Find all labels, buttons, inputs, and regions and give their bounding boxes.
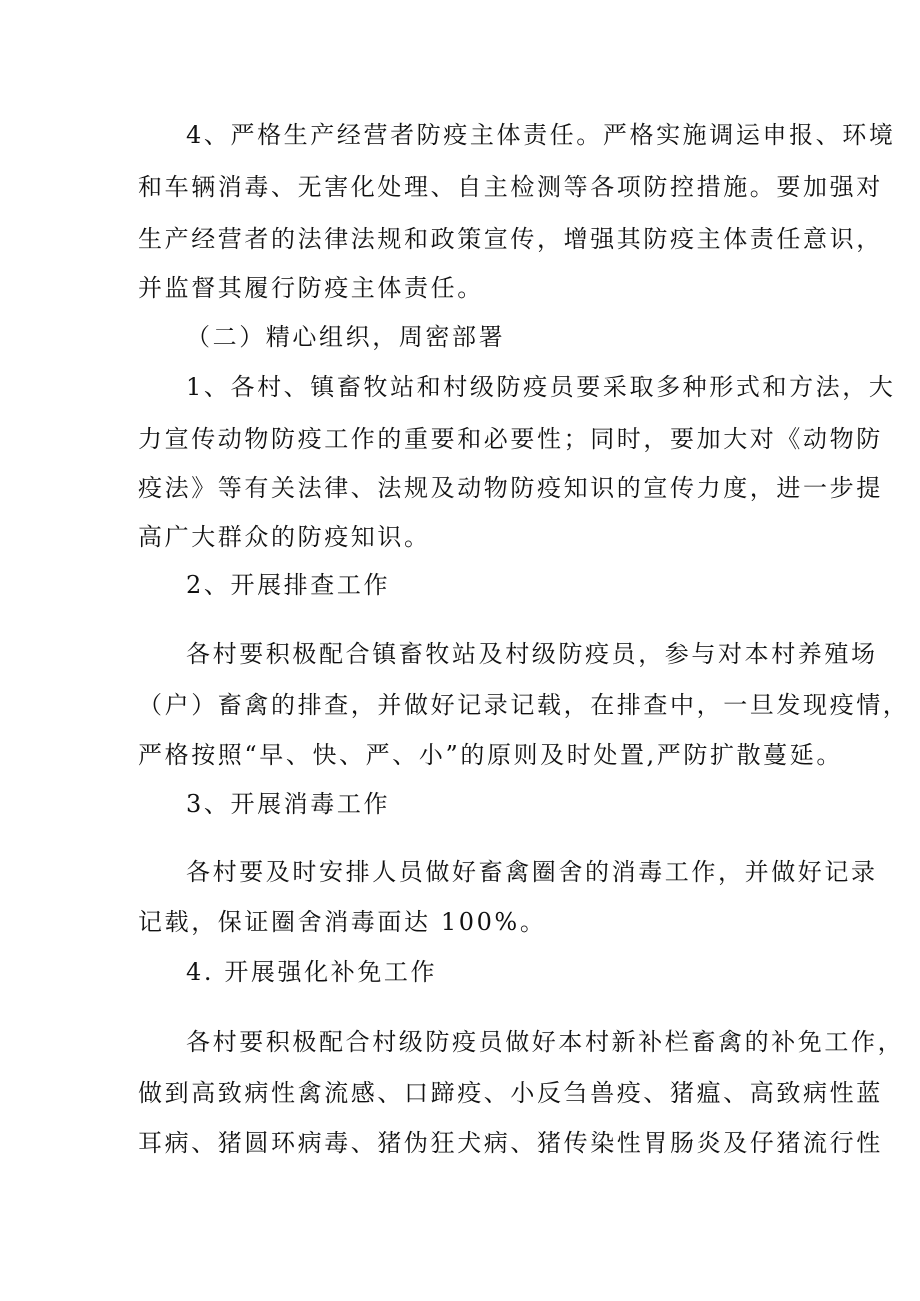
text-line: 各村要及时安排人员做好畜禽圈舍的消毒工作，并做好记录: [186, 858, 878, 886]
text-line: 严格按照“早、快、严、小”的原则及时处置,严防扩散蔓延。: [138, 741, 843, 769]
text-line: 高广大群众的防疫知识。: [138, 523, 431, 551]
text-line: （户）畜禽的排查，并做好记录记载，在排查中，一旦发现疫情，: [138, 691, 910, 719]
text-line: 和车辆消毒、无害化处理、自主检测等各项防控措施。要加强对: [138, 173, 883, 201]
subsection-heading: 3、开展消毒工作: [186, 790, 391, 818]
text-line: 疫法》等有关法律、法规及动物防疫知识的宣传力度，进一步提: [138, 474, 883, 502]
text-line: 各村要积极配合村级防疫员做好本村新补栏畜禽的补免工作，: [186, 1028, 905, 1056]
text-line: 4、严格生产经营者防疫主体责任。严格实施调运申报、环境: [186, 121, 896, 149]
section-heading: （二）精心组织，周密部署: [186, 323, 506, 351]
text-line: 各村要积极配合镇畜牧站及村级防疫员，参与对本村养殖场: [186, 640, 878, 668]
text-line: 耳病、猪圆环病毒、猪伪狂犬病、猪传染性胃肠炎及仔猪流行性: [138, 1129, 883, 1157]
subsection-heading: 4. 开展强化补免工作: [186, 958, 438, 986]
text-line: 记载，保证圈舍消毒面达 100%。: [138, 908, 547, 936]
subsection-heading: 2、开展排查工作: [186, 571, 391, 599]
text-line: 力宣传动物防疫工作的重要和必要性；同时，要加大对《动物防: [138, 425, 883, 453]
text-line: 做到高致病性禽流感、口蹄疫、小反刍兽疫、猪瘟、高致病性蓝: [138, 1079, 883, 1107]
text-line: 1、各村、镇畜牧站和村级防疫员要采取多种形式和方法，大: [186, 373, 896, 401]
text-line: 并监督其履行防疫主体责任。: [138, 274, 484, 302]
text-line: 生产经营者的法律法规和政策宣传，增强其防疫主体责任意识，: [138, 225, 883, 253]
